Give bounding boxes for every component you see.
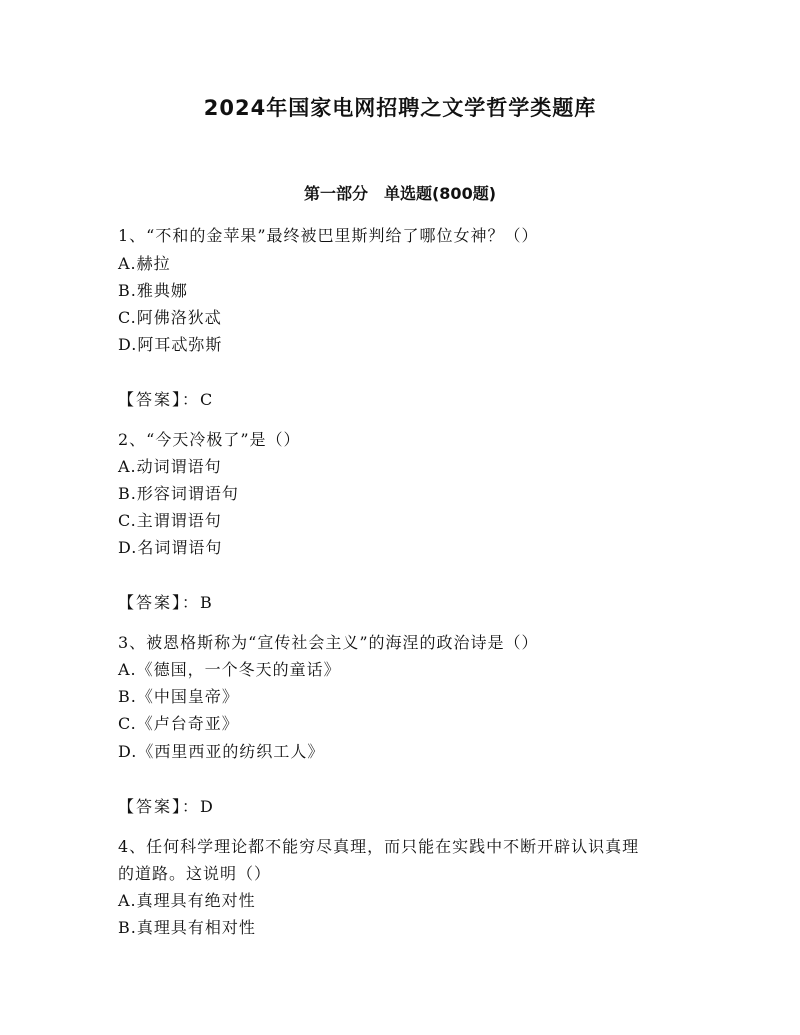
question-3-option-a: A.《德国，一个冬天的童话》 [118,660,341,679]
document-title: 2024年国家电网招聘之文学哲学类题库 [203,96,597,120]
question-1-option-c: C.阿佛洛狄忒 [118,308,222,327]
question-2-option-c: C.主谓谓语句 [118,511,222,530]
question-1-answer [118,389,212,411]
answer-value: C [200,390,213,409]
question-2-answer [118,592,212,614]
question-3-stem: 3、被恩格斯称为“宣传社会主义”的海涅的政治诗是（） [118,633,539,652]
question-3-option-b: B.《中国皇帝》 [118,687,239,706]
question-2-option-b: B.形容词谓语句 [118,484,239,503]
answer-value: D [200,797,213,816]
question-2-option-a: A.动词谓语句 [118,457,222,476]
answer-value: B [200,593,212,612]
answer-label: 【答案】： [118,797,201,816]
question-3-option-d: D.《西里西亚的纺织工人》 [118,742,325,761]
question-3-answer [118,796,213,818]
question-3-option-c: C.《卢台奇亚》 [118,714,239,733]
question-2-stem: 2、“今天冷极了”是（） [118,430,301,449]
question-4-stem-line-2: 的道路。这说明（） [118,864,272,883]
question-1-stem: 1、“不和的金苹果”最终被巴里斯判给了哪位女神？（） [118,226,539,245]
section-title: 第一部分 单选题(800题) [303,184,497,203]
question-2-option-d: D.名词谓语句 [118,538,223,557]
question-1-option-b: B.雅典娜 [118,281,188,300]
question-4-option-a: A.真理具有绝对性 [118,891,256,910]
answer-label: 【答案】： [118,390,201,409]
question-4-option-b: B.真理具有相对性 [118,918,256,937]
question-1-option-d: D.阿耳忒弥斯 [118,335,223,354]
question-4-stem-line-1: 4、任何科学理论都不能穷尽真理，而只能在实践中不断开辟认识真理 [118,837,640,856]
answer-label: 【答案】： [118,593,201,612]
question-1-option-a: A.赫拉 [118,254,171,273]
